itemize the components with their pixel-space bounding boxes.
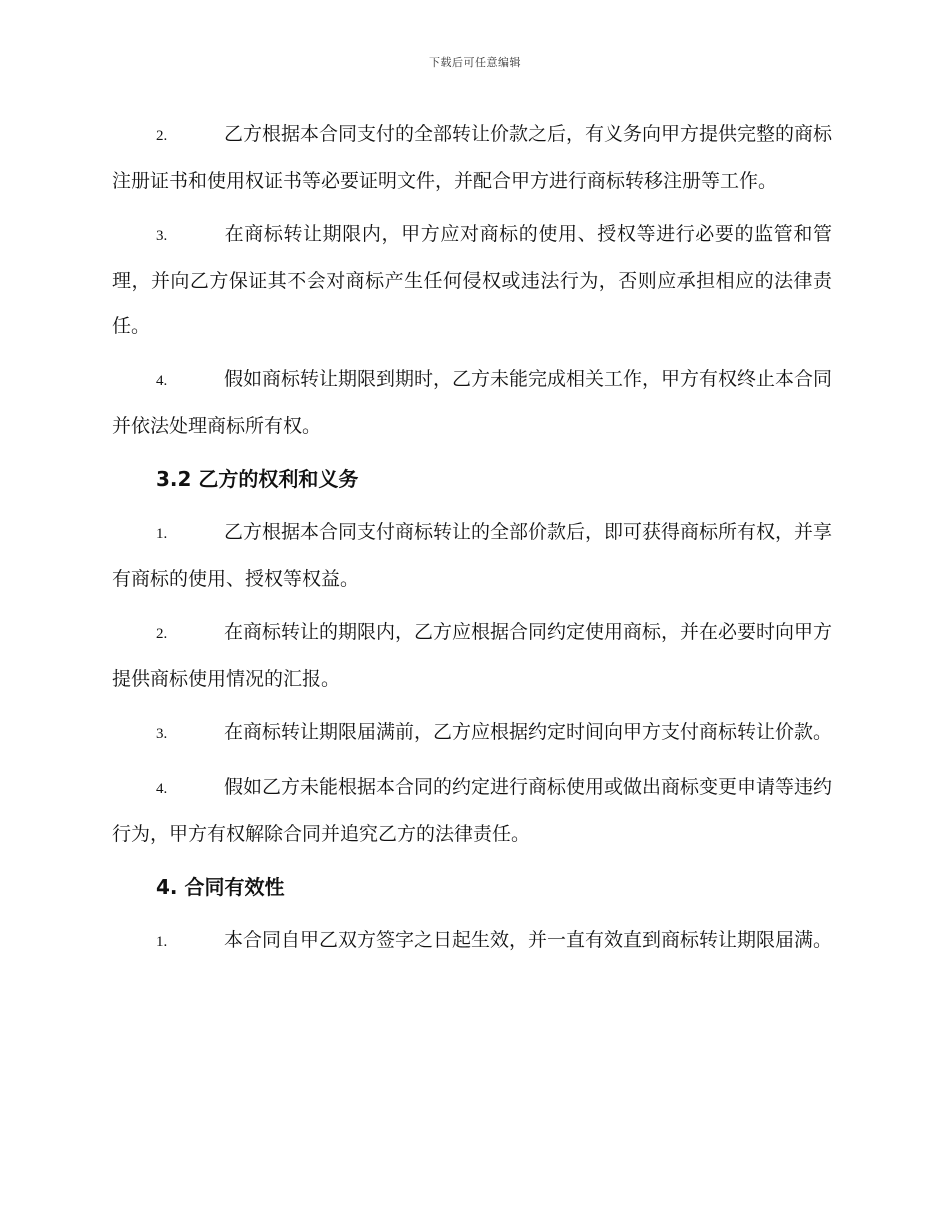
item-text: 乙方根据本合同支付商标转让的全部价款后，即可获得商标所有权，并享有商标的使用、授权等权益。 <box>112 521 833 590</box>
item-number: 1. <box>156 934 168 950</box>
list-item <box>112 510 832 602</box>
item-number: 4. <box>156 781 168 797</box>
item-text: 在商标转让期限内，甲方应对商标的使用、授权等进行必要的监管和管理，并向乙方保证其不会对商标产生任何侵权或违法行为，否则应承担相应的法律责任。 <box>112 223 832 337</box>
document-body <box>112 112 832 973</box>
list-item <box>112 112 832 204</box>
section-heading: 3.2 乙方的权利和义务 <box>156 467 359 491</box>
item-text: 假如乙方未能根据本合同的约定进行商标使用或做出商标变更申请等违约行为，甲方有权解除合同并追究乙方的法律责任。 <box>112 776 833 845</box>
item-text: 假如商标转让期限到期时，乙方未能完成相关工作，甲方有权终止本合同并依法处理商标所有权。 <box>112 368 833 437</box>
list-item <box>112 918 832 965</box>
list-item <box>112 765 832 857</box>
item-text: 乙方根据本合同支付的全部转让价款之后，有义务向甲方提供完整的商标注册证书和使用权证书等必要证明文件，并配合甲方进行商标转移注册等工作。 <box>112 123 833 192</box>
list-item <box>112 710 832 757</box>
section-heading: 4. 合同有效性 <box>156 875 285 899</box>
list-item <box>112 357 832 449</box>
item-number: 4. <box>156 373 168 389</box>
item-number: 3. <box>156 228 168 244</box>
item-text: 在商标转让的期限内，乙方应根据合同约定使用商标，并在必要时向甲方提供商标使用情况的汇报。 <box>112 621 833 690</box>
item-text: 在商标转让期限届满前，乙方应根据约定时间向甲方支付商标转让价款。 <box>224 721 833 743</box>
list-item <box>112 212 832 349</box>
item-number: 2. <box>156 626 168 642</box>
item-number: 3. <box>156 726 168 742</box>
page-header-note: 下载后可任意编辑 <box>429 56 521 69</box>
item-text: 本合同自甲乙双方签字之日起生效，并一直有效直到商标转让期限届满。 <box>224 929 833 951</box>
item-number: 2. <box>156 128 168 144</box>
list-item <box>112 610 832 702</box>
item-number: 1. <box>156 526 168 542</box>
